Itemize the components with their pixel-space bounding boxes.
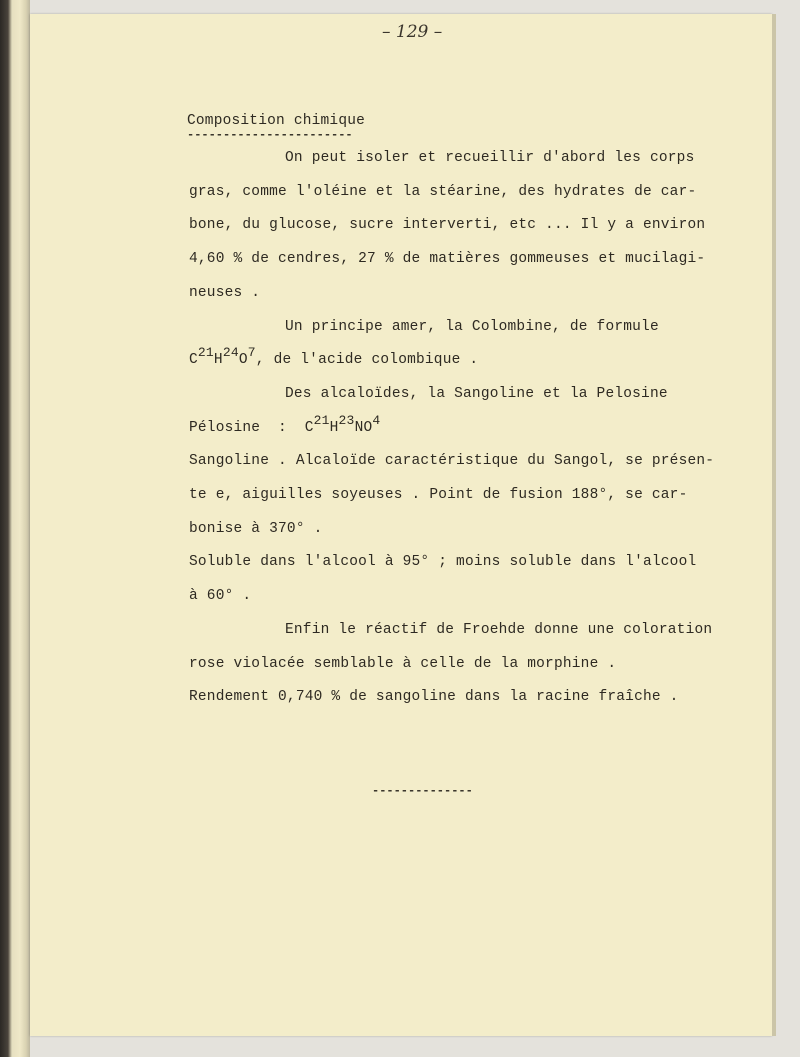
chemical-formula-colombine bbox=[189, 345, 256, 369]
text-line: Soluble dans l'alcool à 95° ; moins soluble dans l'alcool bbox=[189, 554, 697, 571]
line-text: Pélosine : bbox=[189, 419, 305, 436]
heading-underline: ----------------------- bbox=[187, 128, 353, 142]
text-line: Rendement 0,740 % de sangoline dans la racine fraîche . bbox=[189, 689, 679, 706]
formula-count: 21 bbox=[197, 345, 214, 361]
formula-element: C bbox=[189, 352, 198, 369]
line-text: , de l'acide colombique . bbox=[255, 352, 479, 369]
typed-page bbox=[30, 14, 772, 1036]
formula-count: 24 bbox=[222, 345, 239, 361]
text-line: Sangoline . Alcaloïde caractéristique du Sangol, se présen- bbox=[189, 453, 715, 470]
section-heading: Composition chimique bbox=[187, 113, 366, 129]
text-line bbox=[189, 412, 381, 436]
text-line: bonise à 370° . bbox=[189, 520, 323, 537]
formula-element: H bbox=[329, 419, 339, 436]
formula-element: H bbox=[213, 352, 223, 369]
text-line: bone, du glucose, sucre interverti, etc ... Il y a environ bbox=[189, 217, 706, 234]
formula-count: 21 bbox=[313, 412, 330, 428]
text-line: Enfin le réactif de Froehde donne une coloration bbox=[285, 621, 713, 638]
formula-count: 23 bbox=[338, 412, 355, 428]
text-line bbox=[189, 345, 479, 369]
formula-count: 4 bbox=[372, 412, 381, 428]
formula-element: O bbox=[238, 352, 248, 369]
text-line: gras, comme l'oléine et la stéarine, des hydrates de car- bbox=[189, 183, 697, 200]
text-line: Des alcaloïdes, la Sangoline et la Pelosine bbox=[285, 385, 668, 402]
text-line: neuses . bbox=[189, 284, 261, 301]
end-rule: -------------- bbox=[372, 784, 473, 798]
chemical-formula-pelosine bbox=[304, 412, 381, 436]
formula-element: NO bbox=[354, 419, 373, 436]
text-line: rose violacée semblable à celle de la morphine . bbox=[189, 655, 617, 672]
page-number: – 129 – bbox=[382, 22, 443, 42]
text-line: Un principe amer, la Colombine, de formule bbox=[285, 318, 659, 335]
text-line: te e, aiguilles soyeuses . Point de fusion 188°, se car- bbox=[189, 487, 688, 503]
formula-count: 7 bbox=[247, 345, 256, 361]
text-line: 4,60 % de cendres, 27 % de matières gommeuses et mucilagi- bbox=[189, 251, 706, 268]
book-binding bbox=[0, 0, 30, 1057]
formula-element: C bbox=[304, 419, 314, 436]
text-line: On peut isoler et recueillir d'abord les corps bbox=[285, 150, 695, 166]
text-line: à 60° . bbox=[189, 588, 252, 605]
page-edge bbox=[772, 14, 776, 1036]
